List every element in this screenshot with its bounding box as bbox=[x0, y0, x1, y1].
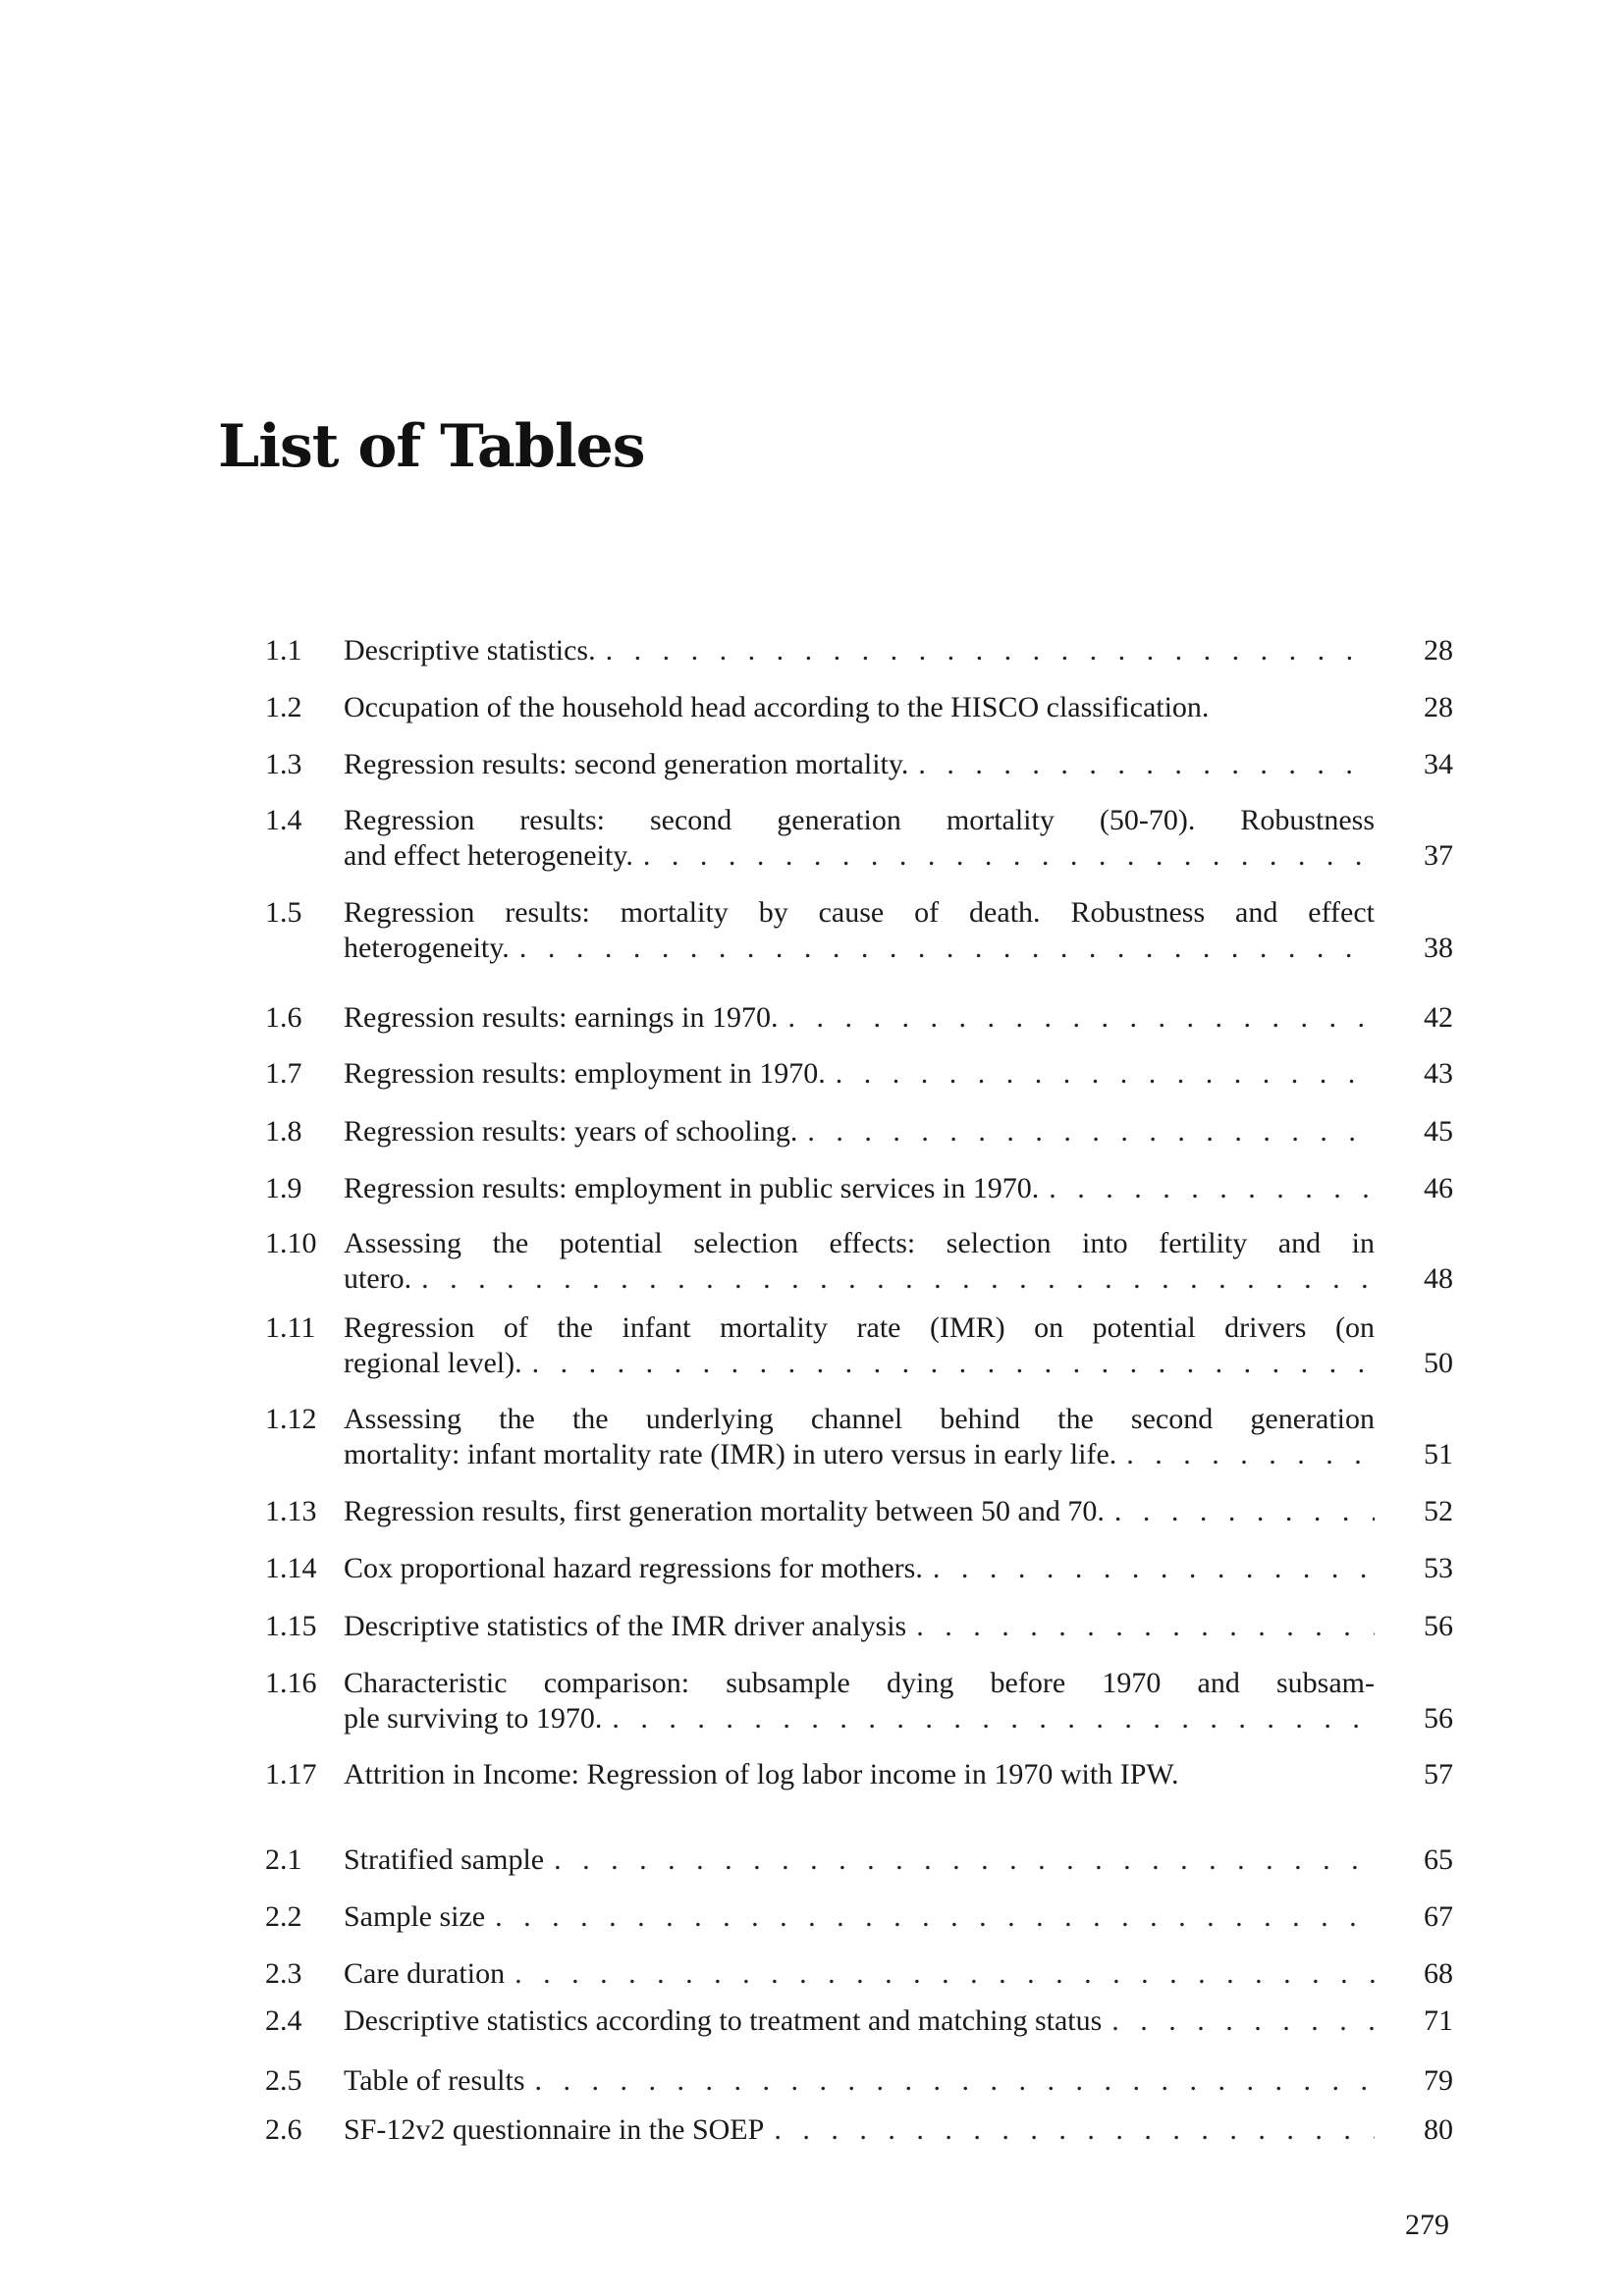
entry-caption bbox=[344, 2112, 1375, 2148]
entry-page-number: 51 bbox=[1424, 1438, 1453, 1470]
entry-number: 1.13 bbox=[265, 1495, 317, 1527]
caption-line: Regression results, first generation mortality between 50 and 70. bbox=[344, 1495, 1105, 1527]
entry-page-number: 79 bbox=[1424, 2064, 1453, 2097]
entry-caption bbox=[344, 1171, 1375, 1206]
entry-caption bbox=[344, 1000, 1375, 1036]
entry-page-number: 48 bbox=[1424, 1262, 1453, 1295]
dot-leader bbox=[933, 1551, 1375, 1586]
entry-number: 1.15 bbox=[265, 1610, 317, 1642]
entry-caption bbox=[344, 1402, 1375, 1472]
dot-leader bbox=[1126, 1437, 1375, 1472]
caption-line: Assessing the the underlying channel behind the second generation bbox=[344, 1403, 1375, 1435]
toc-entry[interactable] bbox=[265, 1000, 1453, 1036]
entry-caption bbox=[344, 1226, 1375, 1297]
dot-leader bbox=[554, 1842, 1375, 1878]
toc-entry[interactable] bbox=[265, 895, 1453, 966]
toc-entry[interactable] bbox=[265, 1899, 1453, 1935]
entry-page-number: 80 bbox=[1424, 2113, 1453, 2146]
caption-line: ple surviving to 1970. bbox=[344, 1702, 603, 1735]
entry-page-number: 52 bbox=[1424, 1495, 1453, 1527]
entry-number: 2.1 bbox=[265, 1843, 302, 1876]
entry-caption bbox=[344, 1666, 1375, 1736]
caption-line: Regression results: second generation mortality (50-70). Robustness bbox=[344, 804, 1375, 836]
dot-leader bbox=[514, 1956, 1375, 1992]
caption-line: Regression results: second generation mortality. bbox=[344, 748, 909, 780]
dot-leader bbox=[918, 747, 1375, 782]
caption-line: Descriptive statistics. bbox=[344, 634, 596, 667]
toc-entry[interactable] bbox=[265, 1114, 1453, 1149]
entry-number: 1.9 bbox=[265, 1172, 302, 1204]
entry-page-number: 46 bbox=[1424, 1172, 1453, 1204]
toc-entry[interactable] bbox=[265, 1842, 1453, 1878]
entry-number: 1.11 bbox=[265, 1311, 316, 1344]
caption-line: Descriptive statistics of the IMR driver analysis bbox=[344, 1610, 907, 1642]
dot-leader bbox=[836, 1056, 1375, 1092]
entry-number: 2.4 bbox=[265, 2004, 302, 2037]
caption-line: and effect heterogeneity. bbox=[344, 839, 633, 872]
toc-entry[interactable] bbox=[265, 2003, 1453, 2039]
entry-number: 1.7 bbox=[265, 1057, 302, 1090]
toc-entry[interactable] bbox=[265, 1310, 1453, 1381]
entry-page-number: 28 bbox=[1424, 634, 1453, 667]
toc-entry[interactable] bbox=[265, 1226, 1453, 1297]
entry-page-number: 68 bbox=[1424, 1957, 1453, 1990]
entry-caption bbox=[344, 747, 1375, 782]
entry-page-number: 43 bbox=[1424, 1057, 1453, 1090]
dot-leader bbox=[612, 1701, 1375, 1736]
entry-page-number: 71 bbox=[1424, 2004, 1453, 2037]
entry-page-number: 65 bbox=[1424, 1843, 1453, 1876]
toc-entry[interactable] bbox=[265, 2112, 1453, 2148]
entry-number: 1.17 bbox=[265, 1758, 317, 1790]
entry-page-number: 45 bbox=[1424, 1115, 1453, 1148]
entry-number: 1.14 bbox=[265, 1552, 317, 1584]
entry-page-number: 28 bbox=[1424, 691, 1453, 723]
dot-leader bbox=[774, 2112, 1375, 2148]
entry-number: 1.5 bbox=[265, 896, 302, 929]
entry-caption bbox=[344, 1494, 1375, 1529]
caption-line: Characteristic comparison: subsample dying before 1970 and subsam- bbox=[344, 1667, 1375, 1699]
dot-leader bbox=[1049, 1171, 1375, 1206]
toc-entry[interactable] bbox=[265, 1666, 1453, 1736]
entry-number: 2.3 bbox=[265, 1957, 302, 1990]
caption-line: Regression results: years of schooling. bbox=[344, 1115, 798, 1148]
caption-line: mortality: infant mortality rate (IMR) in utero versus in early life. bbox=[344, 1438, 1117, 1470]
entry-number: 1.2 bbox=[265, 691, 302, 723]
caption-line: Descriptive statistics according to treatment and matching status bbox=[344, 2004, 1103, 2037]
entry-page-number: 50 bbox=[1424, 1347, 1453, 1379]
caption-line: SF-12v2 questionnaire in the SOEP bbox=[344, 2113, 765, 2146]
toc-entry[interactable] bbox=[265, 2063, 1453, 2099]
toc-entry[interactable] bbox=[265, 747, 1453, 782]
caption-line: Regression results: employment in public services in 1970. bbox=[344, 1172, 1040, 1204]
caption-line: Regression of the infant mortality rate (IMR) on potential drivers (on bbox=[344, 1311, 1375, 1344]
caption-line: Regression results: earnings in 1970. bbox=[344, 1001, 779, 1034]
toc-entry[interactable] bbox=[265, 1171, 1453, 1206]
entry-number: 1.4 bbox=[265, 804, 302, 836]
entry-page-number: 56 bbox=[1424, 1702, 1453, 1735]
caption-line: Table of results bbox=[344, 2064, 525, 2097]
dot-leader bbox=[532, 1346, 1375, 1381]
dot-leader bbox=[1111, 2003, 1375, 2039]
caption-line: utero. bbox=[344, 1262, 412, 1295]
caption-line: regional level). bbox=[344, 1347, 522, 1379]
caption-line: Stratified sample bbox=[344, 1843, 545, 1876]
caption-line: Cox proportional hazard regressions for mothers. bbox=[344, 1552, 923, 1584]
dot-leader bbox=[916, 1609, 1375, 1644]
entry-page-number: 53 bbox=[1424, 1552, 1453, 1584]
caption-line: Sample size bbox=[344, 1900, 486, 1933]
entry-caption bbox=[344, 1956, 1375, 1992]
toc-entry[interactable] bbox=[265, 690, 1453, 725]
entry-page-number: 67 bbox=[1424, 1900, 1453, 1933]
dot-leader bbox=[643, 838, 1375, 874]
entry-caption bbox=[344, 895, 1375, 966]
caption-line: Regression results: mortality by cause of death. Robustness and effect bbox=[344, 896, 1375, 929]
dot-leader bbox=[421, 1261, 1375, 1297]
entry-caption bbox=[344, 1056, 1375, 1092]
entry-caption bbox=[344, 633, 1375, 668]
dot-leader bbox=[495, 1899, 1375, 1935]
dot-leader bbox=[606, 633, 1375, 668]
entry-number: 2.6 bbox=[265, 2113, 302, 2146]
entry-number: 2.5 bbox=[265, 2064, 302, 2097]
entry-caption bbox=[344, 1609, 1375, 1644]
entry-caption bbox=[344, 1899, 1375, 1935]
entry-page-number: 38 bbox=[1424, 932, 1453, 964]
entry-page-number: 34 bbox=[1424, 748, 1453, 780]
entry-number: 1.8 bbox=[265, 1115, 302, 1148]
entry-caption bbox=[344, 1310, 1375, 1381]
page-title: List of Tables bbox=[218, 412, 645, 481]
caption-line: heterogeneity. bbox=[344, 932, 510, 964]
entry-caption bbox=[344, 1551, 1375, 1586]
entry-page-number: 57 bbox=[1424, 1758, 1453, 1790]
caption-line: Care duration bbox=[344, 1957, 506, 1990]
dot-leader bbox=[535, 2063, 1375, 2099]
toc-entry[interactable] bbox=[265, 633, 1453, 668]
entry-caption bbox=[344, 803, 1375, 874]
entry-caption bbox=[344, 690, 1375, 725]
toc-entry[interactable] bbox=[265, 1494, 1453, 1529]
caption-line: Attrition in Income: Regression of log labor income in 1970 with IPW. bbox=[344, 1758, 1179, 1790]
caption-line: Regression results: employment in 1970. bbox=[344, 1057, 826, 1090]
entry-caption bbox=[344, 2003, 1375, 2039]
entry-page-number: 42 bbox=[1424, 1001, 1453, 1034]
entry-caption bbox=[344, 1114, 1375, 1149]
caption-line: Assessing the potential selection effects: selection into fertility and in bbox=[344, 1227, 1375, 1259]
page-number: 279 bbox=[1405, 2209, 1449, 2241]
toc-entry[interactable] bbox=[265, 1551, 1453, 1586]
entry-caption bbox=[344, 2063, 1375, 2099]
toc-entry[interactable] bbox=[265, 803, 1453, 874]
entry-number: 1.6 bbox=[265, 1001, 302, 1034]
toc-entry[interactable] bbox=[265, 1056, 1453, 1092]
toc-entry[interactable] bbox=[265, 1402, 1453, 1472]
entry-caption bbox=[344, 1842, 1375, 1878]
entry-caption bbox=[344, 1757, 1375, 1792]
dot-leader bbox=[807, 1114, 1375, 1149]
entry-number: 1.1 bbox=[265, 634, 302, 667]
dot-leader bbox=[787, 1000, 1375, 1036]
entry-number: 1.16 bbox=[265, 1667, 317, 1699]
dot-leader bbox=[519, 931, 1375, 966]
entry-page-number: 56 bbox=[1424, 1610, 1453, 1642]
entry-number: 1.3 bbox=[265, 748, 302, 780]
entry-number: 2.2 bbox=[265, 1900, 302, 1933]
entry-page-number: 37 bbox=[1424, 839, 1453, 872]
entry-number: 1.10 bbox=[265, 1227, 317, 1259]
toc-entry[interactable] bbox=[265, 1757, 1453, 1792]
toc-entry[interactable] bbox=[265, 1956, 1453, 1992]
entry-number: 1.12 bbox=[265, 1403, 317, 1435]
toc-entry[interactable] bbox=[265, 1609, 1453, 1644]
dot-leader bbox=[1114, 1494, 1375, 1529]
caption-line: Occupation of the household head according to the HISCO classification. bbox=[344, 691, 1210, 723]
